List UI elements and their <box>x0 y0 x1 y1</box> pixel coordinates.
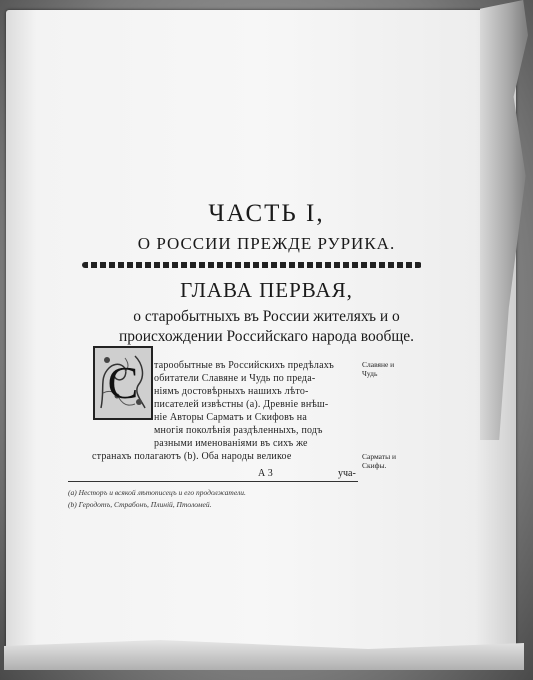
ornament-rule <box>82 262 422 268</box>
chapter-title: ГЛАВА ПЕРВАЯ, <box>180 278 353 302</box>
margin-note: Славяне и Чудь <box>362 360 395 378</box>
chapter-subtitle-line-1: о старобытныхъ въ России жителяхъ и о <box>133 308 400 325</box>
footnote-b: (b) Геродотъ, Страбонъ, Плиній, Птоломей. <box>68 500 212 509</box>
body-line: обитатели Славяне и Чудь по преда- <box>154 373 316 384</box>
catchword: уча- <box>338 468 356 479</box>
dropcap-ornament-icon <box>95 348 151 418</box>
svg-text:С: С <box>107 357 139 408</box>
footnote-rule <box>68 481 358 482</box>
part-title: ЧАСТЬ I, <box>208 200 325 227</box>
body-line: ніе Авторы Сарматъ и Скифовъ на <box>154 412 308 423</box>
signature-mark: А 3 <box>258 468 273 479</box>
body-line: тарообытные въ Российскихъ предѣлахъ <box>154 360 334 371</box>
part-subtitle: О РОССИИ ПРЕЖДЕ РУРИКА. <box>137 234 396 253</box>
body-line: писателей извѣстны (а). Древніе внѣш- <box>154 399 329 410</box>
footnote-a: (а) Несторъ и всякой лѣтописецъ и его продолжатели. <box>68 488 246 497</box>
ornamental-dropcap <box>93 346 153 420</box>
chapter-subtitle-line-2: происхождении Российскаго народа вообще. <box>118 328 415 345</box>
body-line: многія поколѣнія раздѣленныхъ, подъ <box>154 425 323 436</box>
body-line: разными именованіями въ сихъ же <box>154 438 308 449</box>
body-line: ніямъ достовѣрныхъ нашихъ лѣто- <box>154 386 309 397</box>
margin-note: Сарматы и Скифы. <box>362 452 397 470</box>
body-line: странахъ полагаютъ (b). Оба народы великое <box>92 451 292 462</box>
